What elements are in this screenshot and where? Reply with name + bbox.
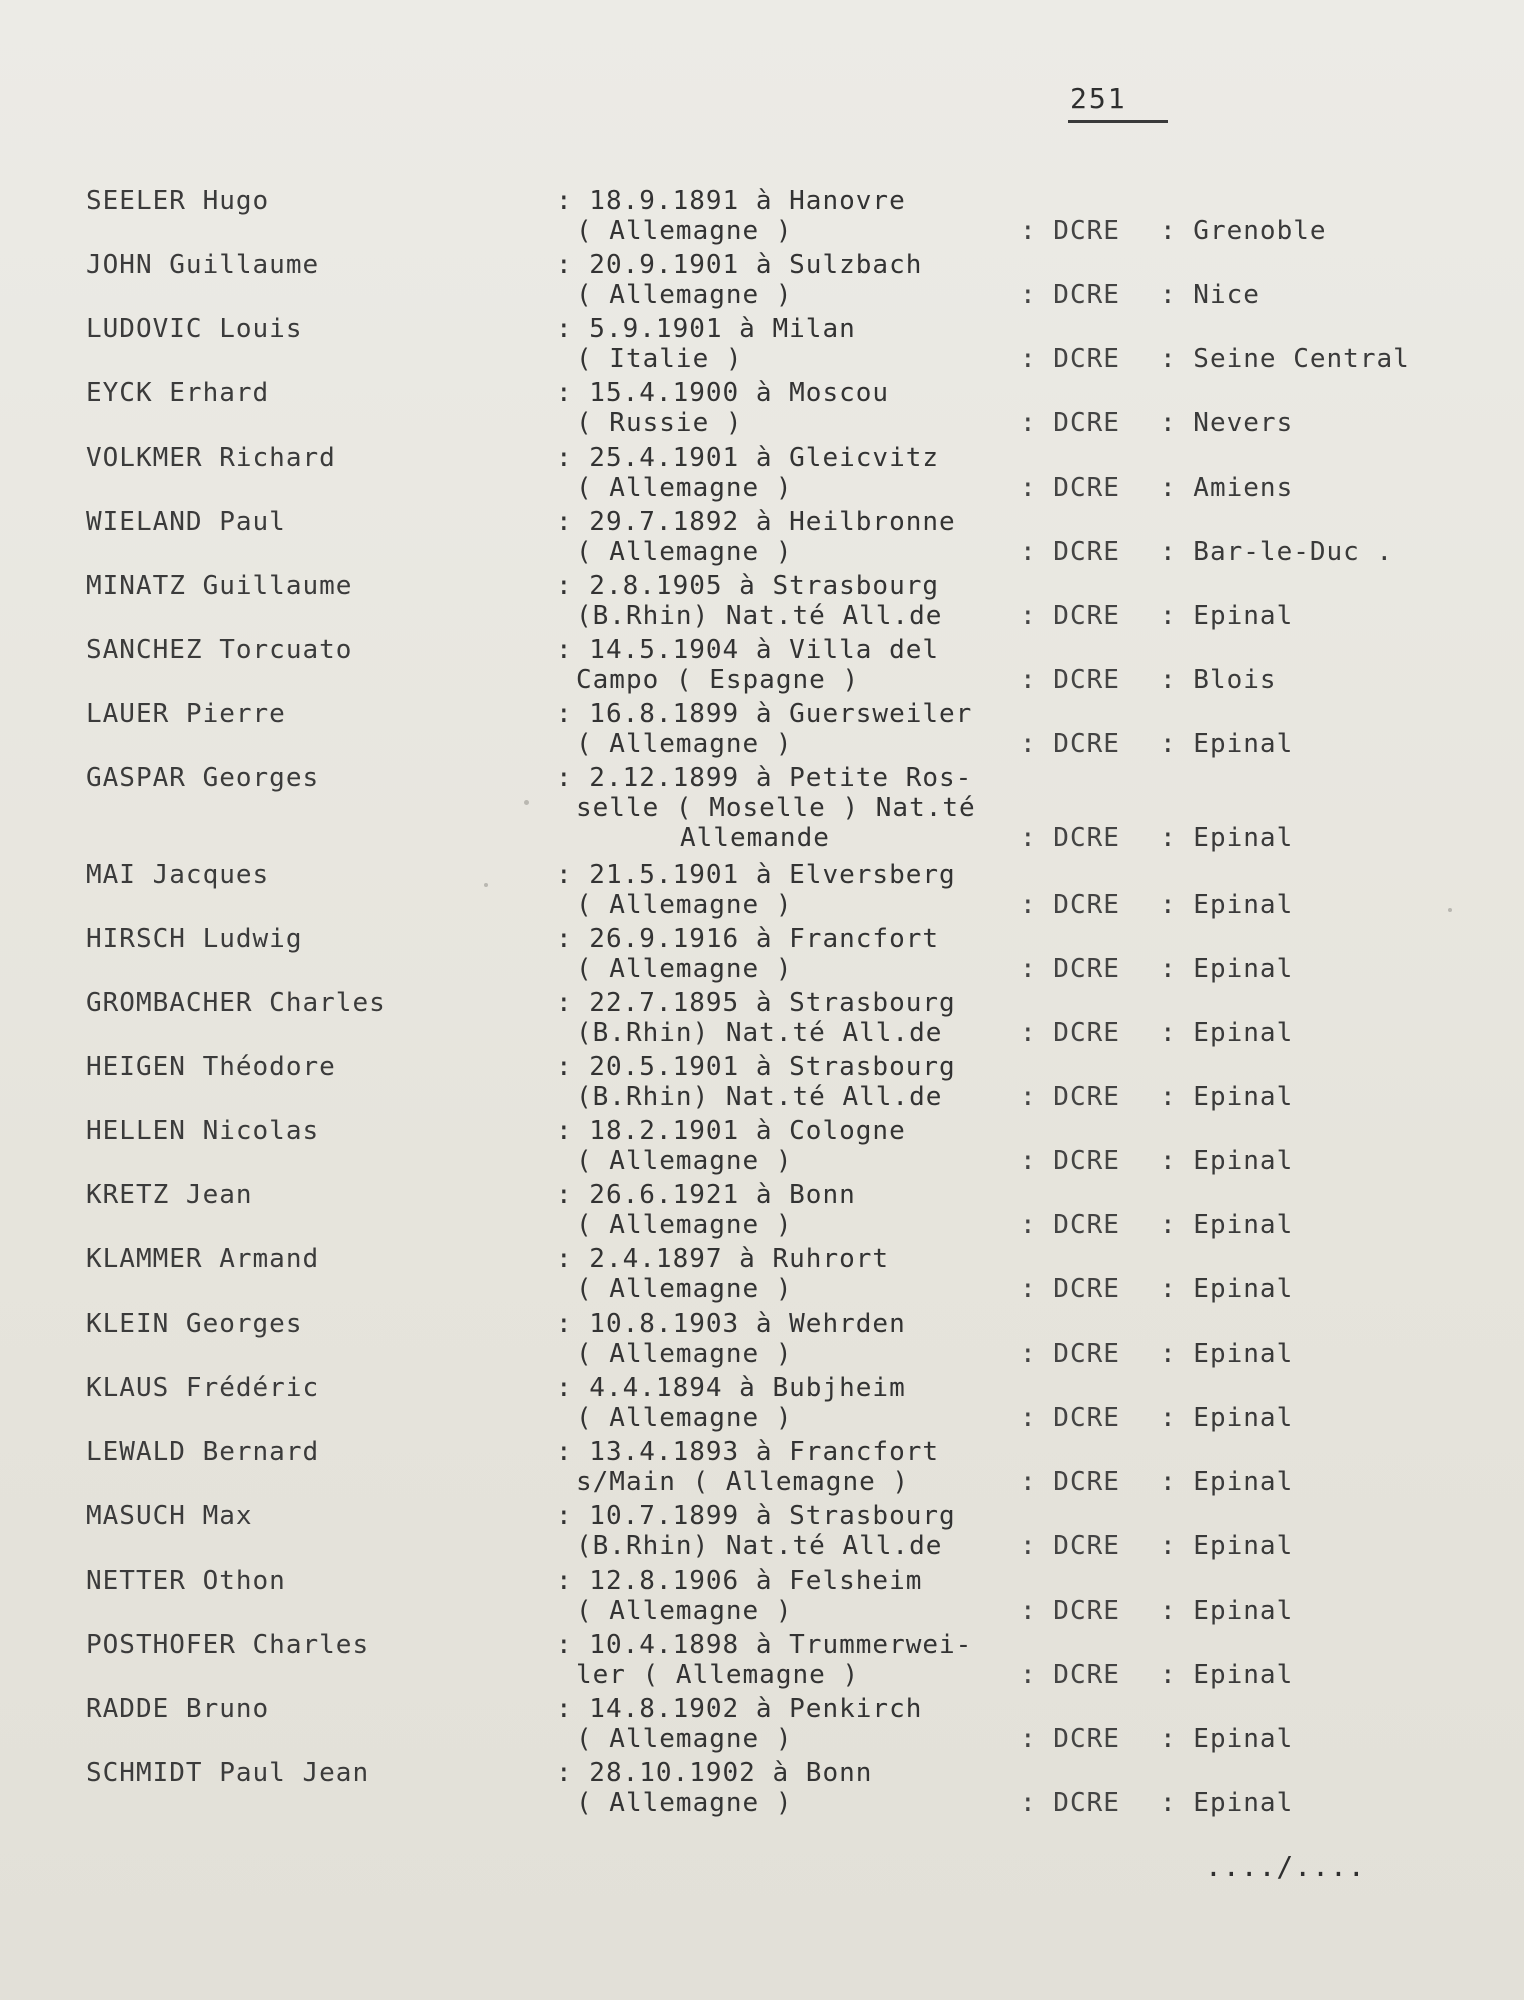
birth-place-detail: ( Allemagne ) (576, 890, 793, 920)
birth-place-detail-cont: Allemande (680, 823, 830, 853)
register-entry (0, 1566, 1524, 1630)
office-code: : DCRE (1020, 1210, 1120, 1240)
birth-date-place: : 15.4.1900 à Moscou (556, 378, 890, 408)
birth-place-detail: ( Allemagne ) (576, 1210, 793, 1240)
birth-date-place: : 10.8.1903 à Wehrden (556, 1309, 906, 1339)
birth-place-detail: (B.Rhin) Nat.té All.de (576, 1082, 943, 1112)
register-entry (0, 314, 1524, 378)
person-name: KLAMMER Armand (86, 1244, 320, 1274)
destination: : Blois (1160, 665, 1277, 695)
birth-place-detail: ( Allemagne ) (576, 1724, 793, 1754)
register-entry (0, 1630, 1524, 1694)
register-entry (0, 1244, 1524, 1308)
office-code: : DCRE (1020, 1339, 1120, 1369)
office-code: : DCRE (1020, 280, 1120, 310)
birth-date-place: : 18.2.1901 à Cologne (556, 1116, 906, 1146)
destination: : Amiens (1160, 473, 1294, 503)
office-code: : DCRE (1020, 1274, 1120, 1304)
office-code: : DCRE (1020, 344, 1120, 374)
person-name: GROMBACHER Charles (86, 988, 386, 1018)
birth-date-place: : 20.5.1901 à Strasbourg (556, 1052, 956, 1082)
birth-date-place: : 22.7.1895 à Strasbourg (556, 988, 956, 1018)
birth-date-place: : 2.12.1899 à Petite Ros- (556, 763, 973, 793)
destination: : Epinal (1160, 1018, 1294, 1048)
person-name: SANCHEZ Torcuato (86, 635, 353, 665)
office-code: : DCRE (1020, 1146, 1120, 1176)
destination: : Nevers (1160, 408, 1294, 438)
person-name: HEIGEN Théodore (86, 1052, 336, 1082)
office-code: : DCRE (1020, 1403, 1120, 1433)
birth-date-place: : 14.8.1902 à Penkirch (556, 1694, 923, 1724)
register-entry (0, 1373, 1524, 1437)
birth-date-place: : 10.7.1899 à Strasbourg (556, 1501, 956, 1531)
register-entry (0, 1180, 1524, 1244)
birth-date-place: : 20.9.1901 à Sulzbach (556, 250, 923, 280)
birth-place-detail: (B.Rhin) Nat.té All.de (576, 1018, 943, 1048)
office-code: : DCRE (1020, 408, 1120, 438)
birth-date-place: : 12.8.1906 à Felsheim (556, 1566, 923, 1596)
register-entry (0, 635, 1524, 699)
office-code: : DCRE (1020, 601, 1120, 631)
register-entry (0, 250, 1524, 314)
register-entry (0, 1052, 1524, 1116)
person-name: SCHMIDT Paul Jean (86, 1758, 370, 1788)
register-entry (0, 924, 1524, 988)
register-entry (0, 186, 1524, 250)
birth-date-place: : 14.5.1904 à Villa del (556, 635, 940, 665)
destination: : Seine Central (1160, 344, 1410, 374)
register-entry (0, 860, 1524, 924)
office-code: : DCRE (1020, 1596, 1120, 1626)
birth-date-place: : 26.9.1916 à Francfort (556, 924, 940, 954)
office-code: : DCRE (1020, 216, 1120, 246)
birth-date-place: : 29.7.1892 à Heilbronne (556, 507, 956, 537)
register-entry (0, 763, 1524, 853)
destination: : Epinal (1160, 601, 1294, 631)
person-name: SEELER Hugo (86, 186, 270, 216)
page-number-underline (1068, 120, 1168, 123)
birth-place-detail: ( Allemagne ) (576, 1596, 793, 1626)
birth-place-detail: selle ( Moselle ) Nat.té (576, 793, 976, 823)
continuation-mark: ..../.... (1205, 1850, 1366, 1883)
destination: : Epinal (1160, 1724, 1294, 1754)
person-name: VOLKMER Richard (86, 443, 336, 473)
birth-date-place: : 4.4.1894 à Bubjheim (556, 1373, 906, 1403)
birth-date-place: : 13.4.1893 à Francfort (556, 1437, 940, 1467)
office-code: : DCRE (1020, 473, 1120, 503)
destination: : Grenoble (1160, 216, 1327, 246)
office-code: : DCRE (1020, 665, 1120, 695)
destination: : Epinal (1160, 1788, 1294, 1818)
office-code: : DCRE (1020, 890, 1120, 920)
register-entry (0, 1116, 1524, 1180)
person-name: WIELAND Paul (86, 507, 286, 537)
person-name: LEWALD Bernard (86, 1437, 320, 1467)
register-entry (0, 699, 1524, 763)
person-name: HELLEN Nicolas (86, 1116, 320, 1146)
register-entry (0, 378, 1524, 442)
ink-speck (484, 883, 488, 887)
destination: : Epinal (1160, 1339, 1294, 1369)
destination: : Epinal (1160, 1596, 1294, 1626)
register-entry (0, 988, 1524, 1052)
destination: : Epinal (1160, 1210, 1294, 1240)
birth-date-place: : 5.9.1901 à Milan (556, 314, 856, 344)
birth-date-place: : 21.5.1901 à Elversberg (556, 860, 956, 890)
person-name: JOHN Guillaume (86, 250, 320, 280)
birth-date-place: : 10.4.1898 à Trummerwei- (556, 1630, 973, 1660)
destination: : Epinal (1160, 1531, 1294, 1561)
person-name: HIRSCH Ludwig (86, 924, 303, 954)
birth-place-detail: ( Allemagne ) (576, 537, 793, 567)
person-name: EYCK Erhard (86, 378, 270, 408)
office-code: : DCRE (1020, 537, 1120, 567)
birth-place-detail: (B.Rhin) Nat.té All.de (576, 1531, 943, 1561)
office-code: : DCRE (1020, 1467, 1120, 1497)
register-entry (0, 571, 1524, 635)
office-code: : DCRE (1020, 823, 1120, 853)
page-number: 251 (1070, 82, 1127, 115)
register-entry (0, 1758, 1524, 1822)
destination: : Epinal (1160, 1274, 1294, 1304)
person-name: MAI Jacques (86, 860, 270, 890)
destination: : Epinal (1160, 1660, 1294, 1690)
birth-place-detail: ( Allemagne ) (576, 280, 793, 310)
person-name: GASPAR Georges (86, 763, 320, 793)
destination: : Bar-le-Duc . (1160, 537, 1394, 567)
birth-place-detail: ler ( Allemagne ) (576, 1660, 860, 1690)
birth-place-detail: ( Allemagne ) (576, 1788, 793, 1818)
person-name: KLEIN Georges (86, 1309, 303, 1339)
ink-speck (524, 800, 529, 805)
register-entry (0, 443, 1524, 507)
destination: : Epinal (1160, 1403, 1294, 1433)
ink-speck (1448, 908, 1452, 912)
birth-date-place: : 16.8.1899 à Guersweiler (556, 699, 973, 729)
office-code: : DCRE (1020, 1788, 1120, 1818)
birth-place-detail: ( Italie ) (576, 344, 743, 374)
birth-date-place: : 28.10.1902 à Bonn (556, 1758, 873, 1788)
office-code: : DCRE (1020, 729, 1120, 759)
birth-place-detail: ( Allemagne ) (576, 729, 793, 759)
office-code: : DCRE (1020, 1531, 1120, 1561)
birth-place-detail: ( Russie ) (576, 408, 743, 438)
office-code: : DCRE (1020, 1660, 1120, 1690)
destination: : Epinal (1160, 890, 1294, 920)
birth-place-detail: ( Allemagne ) (576, 1339, 793, 1369)
register-entry (0, 507, 1524, 571)
person-name: RADDE Bruno (86, 1694, 270, 1724)
office-code: : DCRE (1020, 1724, 1120, 1754)
birth-date-place: : 2.8.1905 à Strasbourg (556, 571, 940, 601)
birth-date-place: : 18.9.1891 à Hanovre (556, 186, 906, 216)
birth-place-detail: ( Allemagne ) (576, 1403, 793, 1433)
birth-place-detail: ( Allemagne ) (576, 216, 793, 246)
person-name: MINATZ Guillaume (86, 571, 353, 601)
birth-date-place: : 26.6.1921 à Bonn (556, 1180, 856, 1210)
office-code: : DCRE (1020, 954, 1120, 984)
register-entry (0, 1501, 1524, 1565)
birth-place-detail: ( Allemagne ) (576, 954, 793, 984)
register-entry (0, 1437, 1524, 1501)
register-entry (0, 1694, 1524, 1758)
person-name: LAUER Pierre (86, 699, 286, 729)
destination: : Epinal (1160, 1146, 1294, 1176)
person-name: KLAUS Frédéric (86, 1373, 320, 1403)
person-name: MASUCH Max (86, 1501, 253, 1531)
destination: : Epinal (1160, 823, 1294, 853)
birth-place-detail: (B.Rhin) Nat.té All.de (576, 601, 943, 631)
destination: : Epinal (1160, 1467, 1294, 1497)
destination: : Epinal (1160, 1082, 1294, 1112)
person-name: NETTER Othon (86, 1566, 286, 1596)
destination: : Epinal (1160, 954, 1294, 984)
birth-place-detail: s/Main ( Allemagne ) (576, 1467, 910, 1497)
person-name: LUDOVIC Louis (86, 314, 303, 344)
birth-date-place: : 2.4.1897 à Ruhrort (556, 1244, 890, 1274)
office-code: : DCRE (1020, 1018, 1120, 1048)
birth-place-detail: ( Allemagne ) (576, 1274, 793, 1304)
birth-place-detail: Campo ( Espagne ) (576, 665, 860, 695)
birth-place-detail: ( Allemagne ) (576, 1146, 793, 1176)
destination: : Epinal (1160, 729, 1294, 759)
birth-date-place: : 25.4.1901 à Gleicvitz (556, 443, 940, 473)
person-name: POSTHOFER Charles (86, 1630, 370, 1660)
office-code: : DCRE (1020, 1082, 1120, 1112)
destination: : Nice (1160, 280, 1260, 310)
birth-place-detail: ( Allemagne ) (576, 473, 793, 503)
person-name: KRETZ Jean (86, 1180, 253, 1210)
register-entry (0, 1309, 1524, 1373)
